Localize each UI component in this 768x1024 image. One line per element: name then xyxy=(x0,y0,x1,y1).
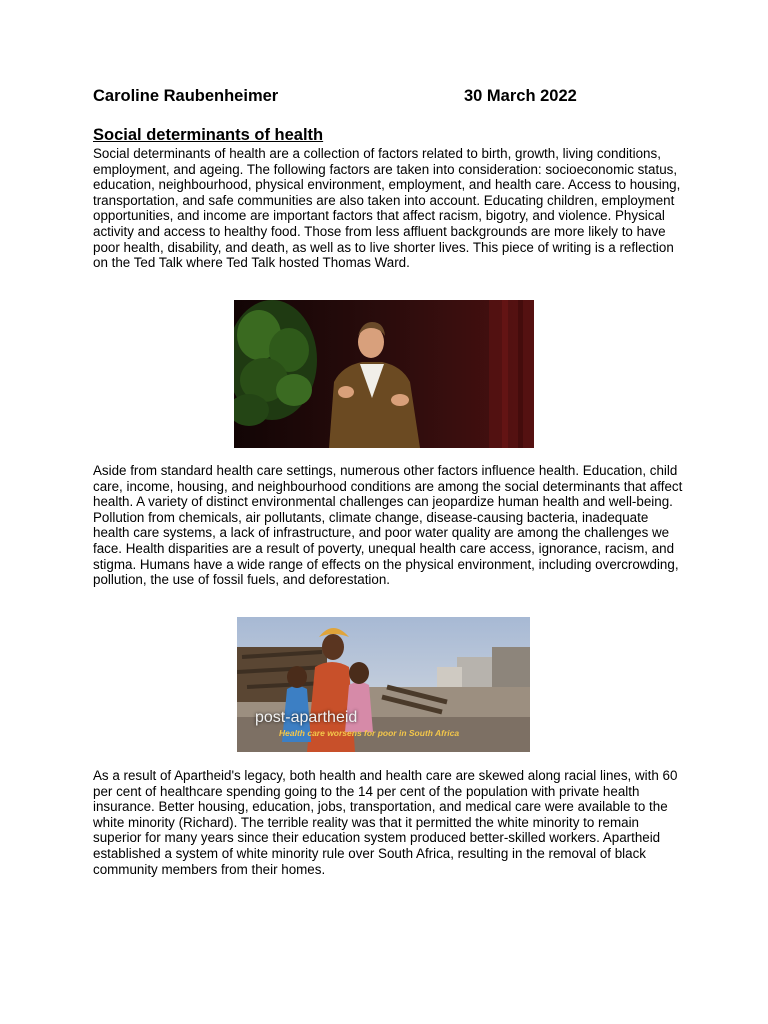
speaker-photo-illustration xyxy=(234,300,534,448)
photo-caption-main: post-apartheid xyxy=(255,709,358,726)
document-title: Social determinants of health xyxy=(93,126,324,144)
author-name: Caroline Raubenheimer xyxy=(93,87,279,105)
ted-talk-speaker-photo xyxy=(234,300,534,448)
paragraph-apartheid: As a result of Apartheid's legacy, both health and health care are skewed along racial lines, with 60 per cent of healthcare spending going to the 14 per cent of the population with private health insurance. Better housing, education, jobs, transportation, and medical care were available to the white minority (Richard). The terrible reality was that it permitted the white minority to remain superior for many years since their education system produced better-skilled workers. Apartheid established a system of white minority rule over South Africa, resulting in the removal of black community members from their homes. xyxy=(93,768,678,877)
paragraph-environment: Aside from standard health care settings, numerous other factors influence health. Education, child care, income, housing, and neighbourhood conditions are among the social determinants that affect health. A variety of distinct environmental challenges can jeopardize human health and well-being. Pollution from chemicals, air pollutants, climate change, disease-causing bacteria, inadequate health care systems, a lack of infrastructure, and poor water quality are among the challenges we face. Health disparities are a result of poverty, unequal health care access, ignorance, racism, and stigma. Humans have a wide range of effects on the physical environment, including overcrowding, pollution, the use of fossil fuels, and deforestation. xyxy=(93,463,683,588)
document-date: 30 March 2022 xyxy=(464,87,577,105)
post-apartheid-photo xyxy=(237,617,530,752)
photo-caption-sub: Health care worsens for poor in South Africa xyxy=(279,728,460,738)
paragraph-intro: Social determinants of health are a collection of factors related to birth, growth, living conditions, employment, and ageing. The following factors are taken into consideration: socioeconomic status, education, neighbourhood, physical environment, employment, and health care. Access to housing, transportation, and safe communities are also taken into account. Educating children, employment opportunities, and income are important factors that affect racism, bigotry, and violence. Physical activity and access to healthy food. Those from less affluent backgrounds are more likely to have poor health, disability, and death, as well as to live shorter lives. This piece of writing is a reflection on the Ted Talk where Ted Talk hosted Thomas Ward. xyxy=(93,146,681,271)
